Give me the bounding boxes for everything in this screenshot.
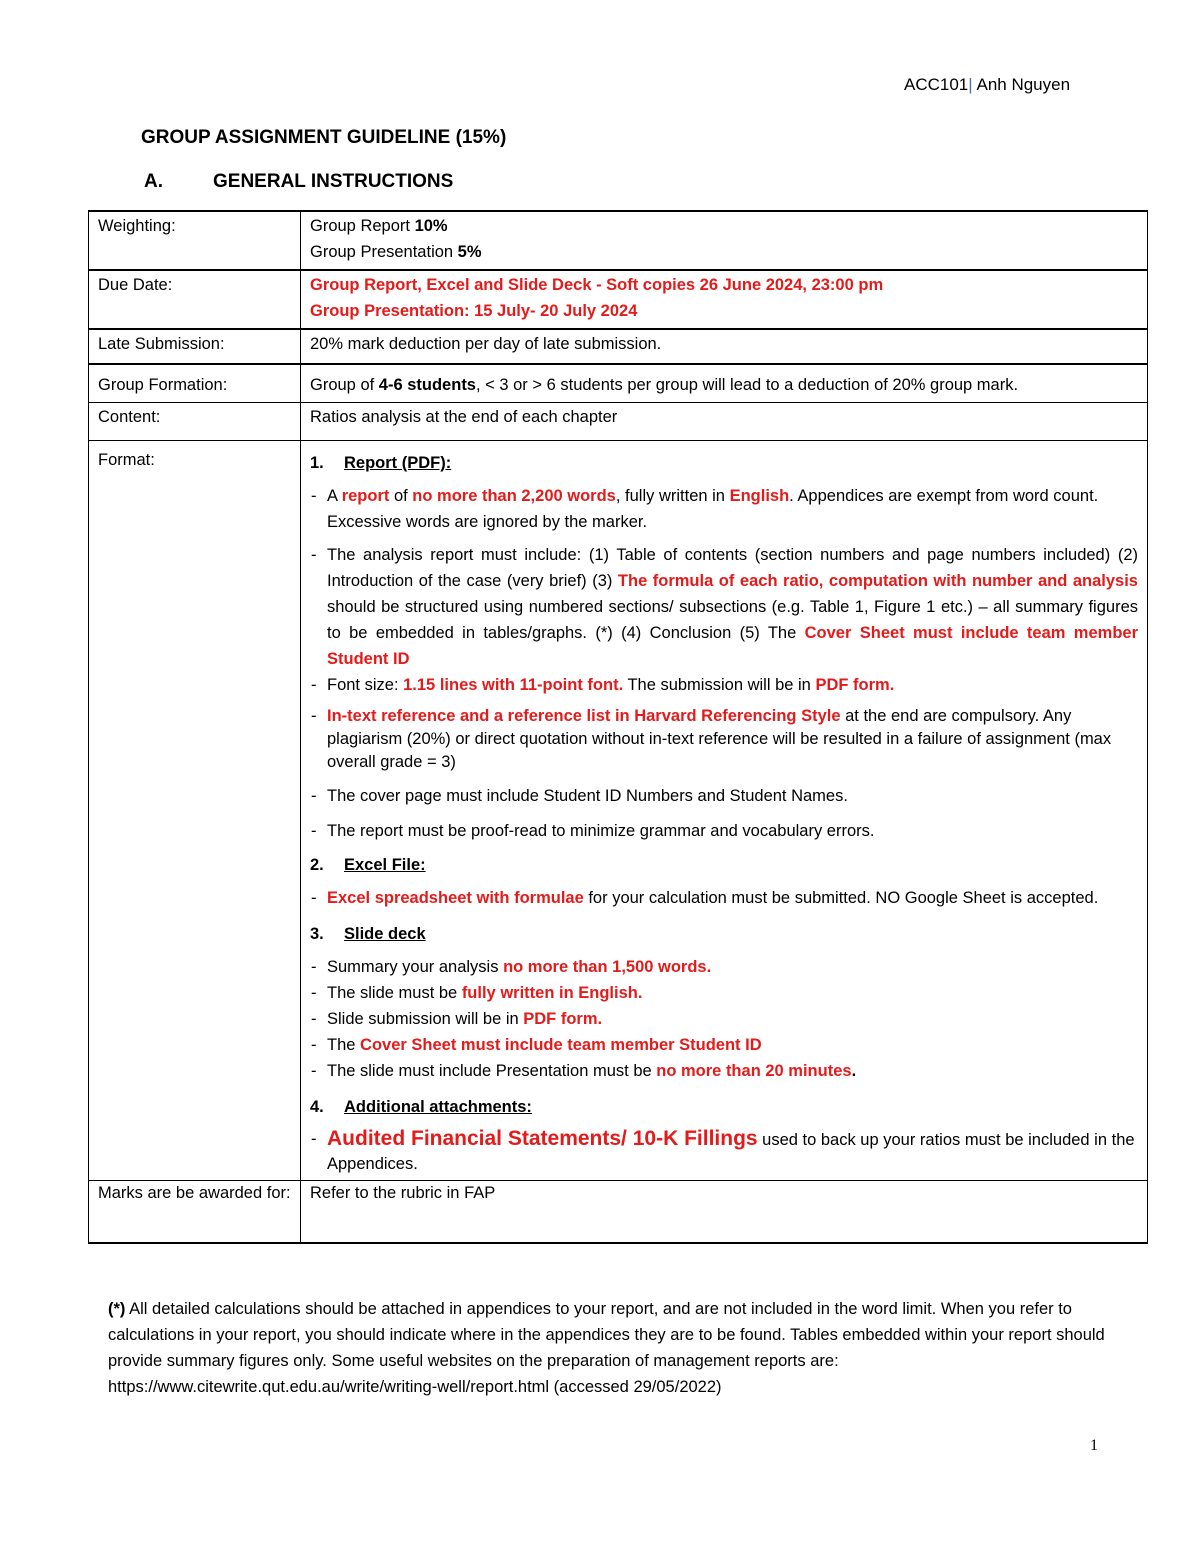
attachments-bullet-1: - Audited Financial Statements/ 10-K Fillings used to back up your ratios must be included in the Appendices. <box>310 1127 1138 1176</box>
due-date-label: Due Date: <box>89 270 301 329</box>
excel-heading: 2. Excel File: <box>310 856 426 874</box>
report-bullet-6: - The report must be proof-read to minimize grammar and vocabulary errors. <box>310 818 1138 844</box>
slide-bullet-5: - The slide must include Presentation must be no more than 20 minutes. <box>310 1058 1138 1084</box>
marks-value: Refer to the rubric in FAP <box>301 1181 1148 1244</box>
report-bullet-5: - The cover page must include Student ID Numbers and Student Names. <box>310 783 1138 809</box>
weighting-label: Weighting: <box>89 211 301 270</box>
format-value <box>301 441 1148 1181</box>
excel-bullet-1: - Excel spreadsheet with formulae for your calculation must be submitted. NO Google Sheet is accepted. <box>310 885 1138 911</box>
slide-bullet-4: - The Cover Sheet must include team member Student ID <box>310 1032 1138 1058</box>
late-value: 20% mark deduction per day of late submission. <box>301 329 1148 364</box>
document-title: GROUP ASSIGNMENT GUIDELINE (15%) <box>141 127 507 148</box>
row-late-submission <box>89 329 1148 364</box>
instructions-table <box>88 210 1148 1244</box>
page-header <box>904 75 1070 95</box>
footnote <box>108 1296 1153 1400</box>
report-heading: 1. Report (PDF): <box>310 454 452 472</box>
late-label: Late Submission: <box>89 329 301 364</box>
report-bullet-3: - Font size: 1.15 lines with 11-point font. The submission will be in PDF form. <box>310 672 1138 698</box>
row-content <box>89 403 1148 441</box>
slide-bullet-1: - Summary your analysis no more than 1,500 words. <box>310 954 1138 980</box>
section-letter: A. <box>144 171 163 192</box>
header-separator: | <box>968 75 973 94</box>
formation-label: Group Formation: <box>89 364 301 403</box>
header-author: Anh Nguyen <box>976 75 1071 94</box>
due-date-value: Group Report, Excel and Slide Deck - Soft copies 26 June 2024, 23:00 pm Group Presentation: 15 July- 20 July 2024 <box>301 270 1148 329</box>
row-due-date <box>89 270 1148 329</box>
row-marks <box>89 1181 1148 1244</box>
footnote-text: All detailed calculations should be attached in appendices to your report, and are not included in the word limit. When you refer to calculations in your report, you should indicate where in the appendices they are to be found. Tables embedded within your report should provide summary figures only. Some useful websites on the preparation of management reports are: https://www.citewrite.qut.edu.au/write/writing-well/report.html (accessed 29/05/2022) <box>108 1300 1105 1396</box>
marks-label: Marks are be awarded for: <box>89 1181 301 1244</box>
page-number: 1 <box>1090 1437 1098 1454</box>
slide-bullet-3: - Slide submission will be in PDF form. <box>310 1006 1138 1032</box>
section-heading <box>144 171 453 193</box>
content-value: Ratios analysis at the end of each chapter <box>301 403 1148 441</box>
footnote-marker: (*) <box>108 1300 126 1318</box>
slide-heading: 3. Slide deck <box>310 925 426 943</box>
slide-bullet-2: - The slide must be fully written in English. <box>310 980 1138 1006</box>
row-group-formation <box>89 364 1148 403</box>
report-bullet-2: - The analysis report must include: (1) Table of contents (section numbers and page numbers included) (2) Introduction of the case (very brief) (3) The formula of each ratio, computation with number and analysis should be structured using numbered sections/ subsections (e.g. Table 1, Figure 1 etc.) – all summary figures to be embedded in tables/graphs. (*) (4) Conclusion (5) The Cover Sheet must include team member Student ID <box>310 542 1138 672</box>
report-bullet-4: - In-text reference and a reference list in Harvard Referencing Style at the end are compulsory. Any plagiarism (20%) or direct quotation without in-text reference will be resulted in a failure of assignment (max overall grade = 3) <box>310 705 1138 774</box>
weighting-value: Group Report 10% Group Presentation 5% <box>301 211 1148 270</box>
row-weighting <box>89 211 1148 270</box>
format-label: Format: <box>89 441 301 1181</box>
attachments-heading: 4. Additional attachments: <box>310 1098 532 1116</box>
header-course: ACC101 <box>904 75 969 94</box>
row-format <box>89 441 1148 1181</box>
report-bullet-1: - A report of no more than 2,200 words, fully written in English. Appendices are exempt from word count. Excessive words are ignored by the marker. <box>310 483 1138 535</box>
section-title: GENERAL INSTRUCTIONS <box>213 171 454 192</box>
formation-value: Group of 4-6 students, < 3 or > 6 students per group will lead to a deduction of 20% group mark. <box>301 364 1148 403</box>
content-label: Content: <box>89 403 301 441</box>
